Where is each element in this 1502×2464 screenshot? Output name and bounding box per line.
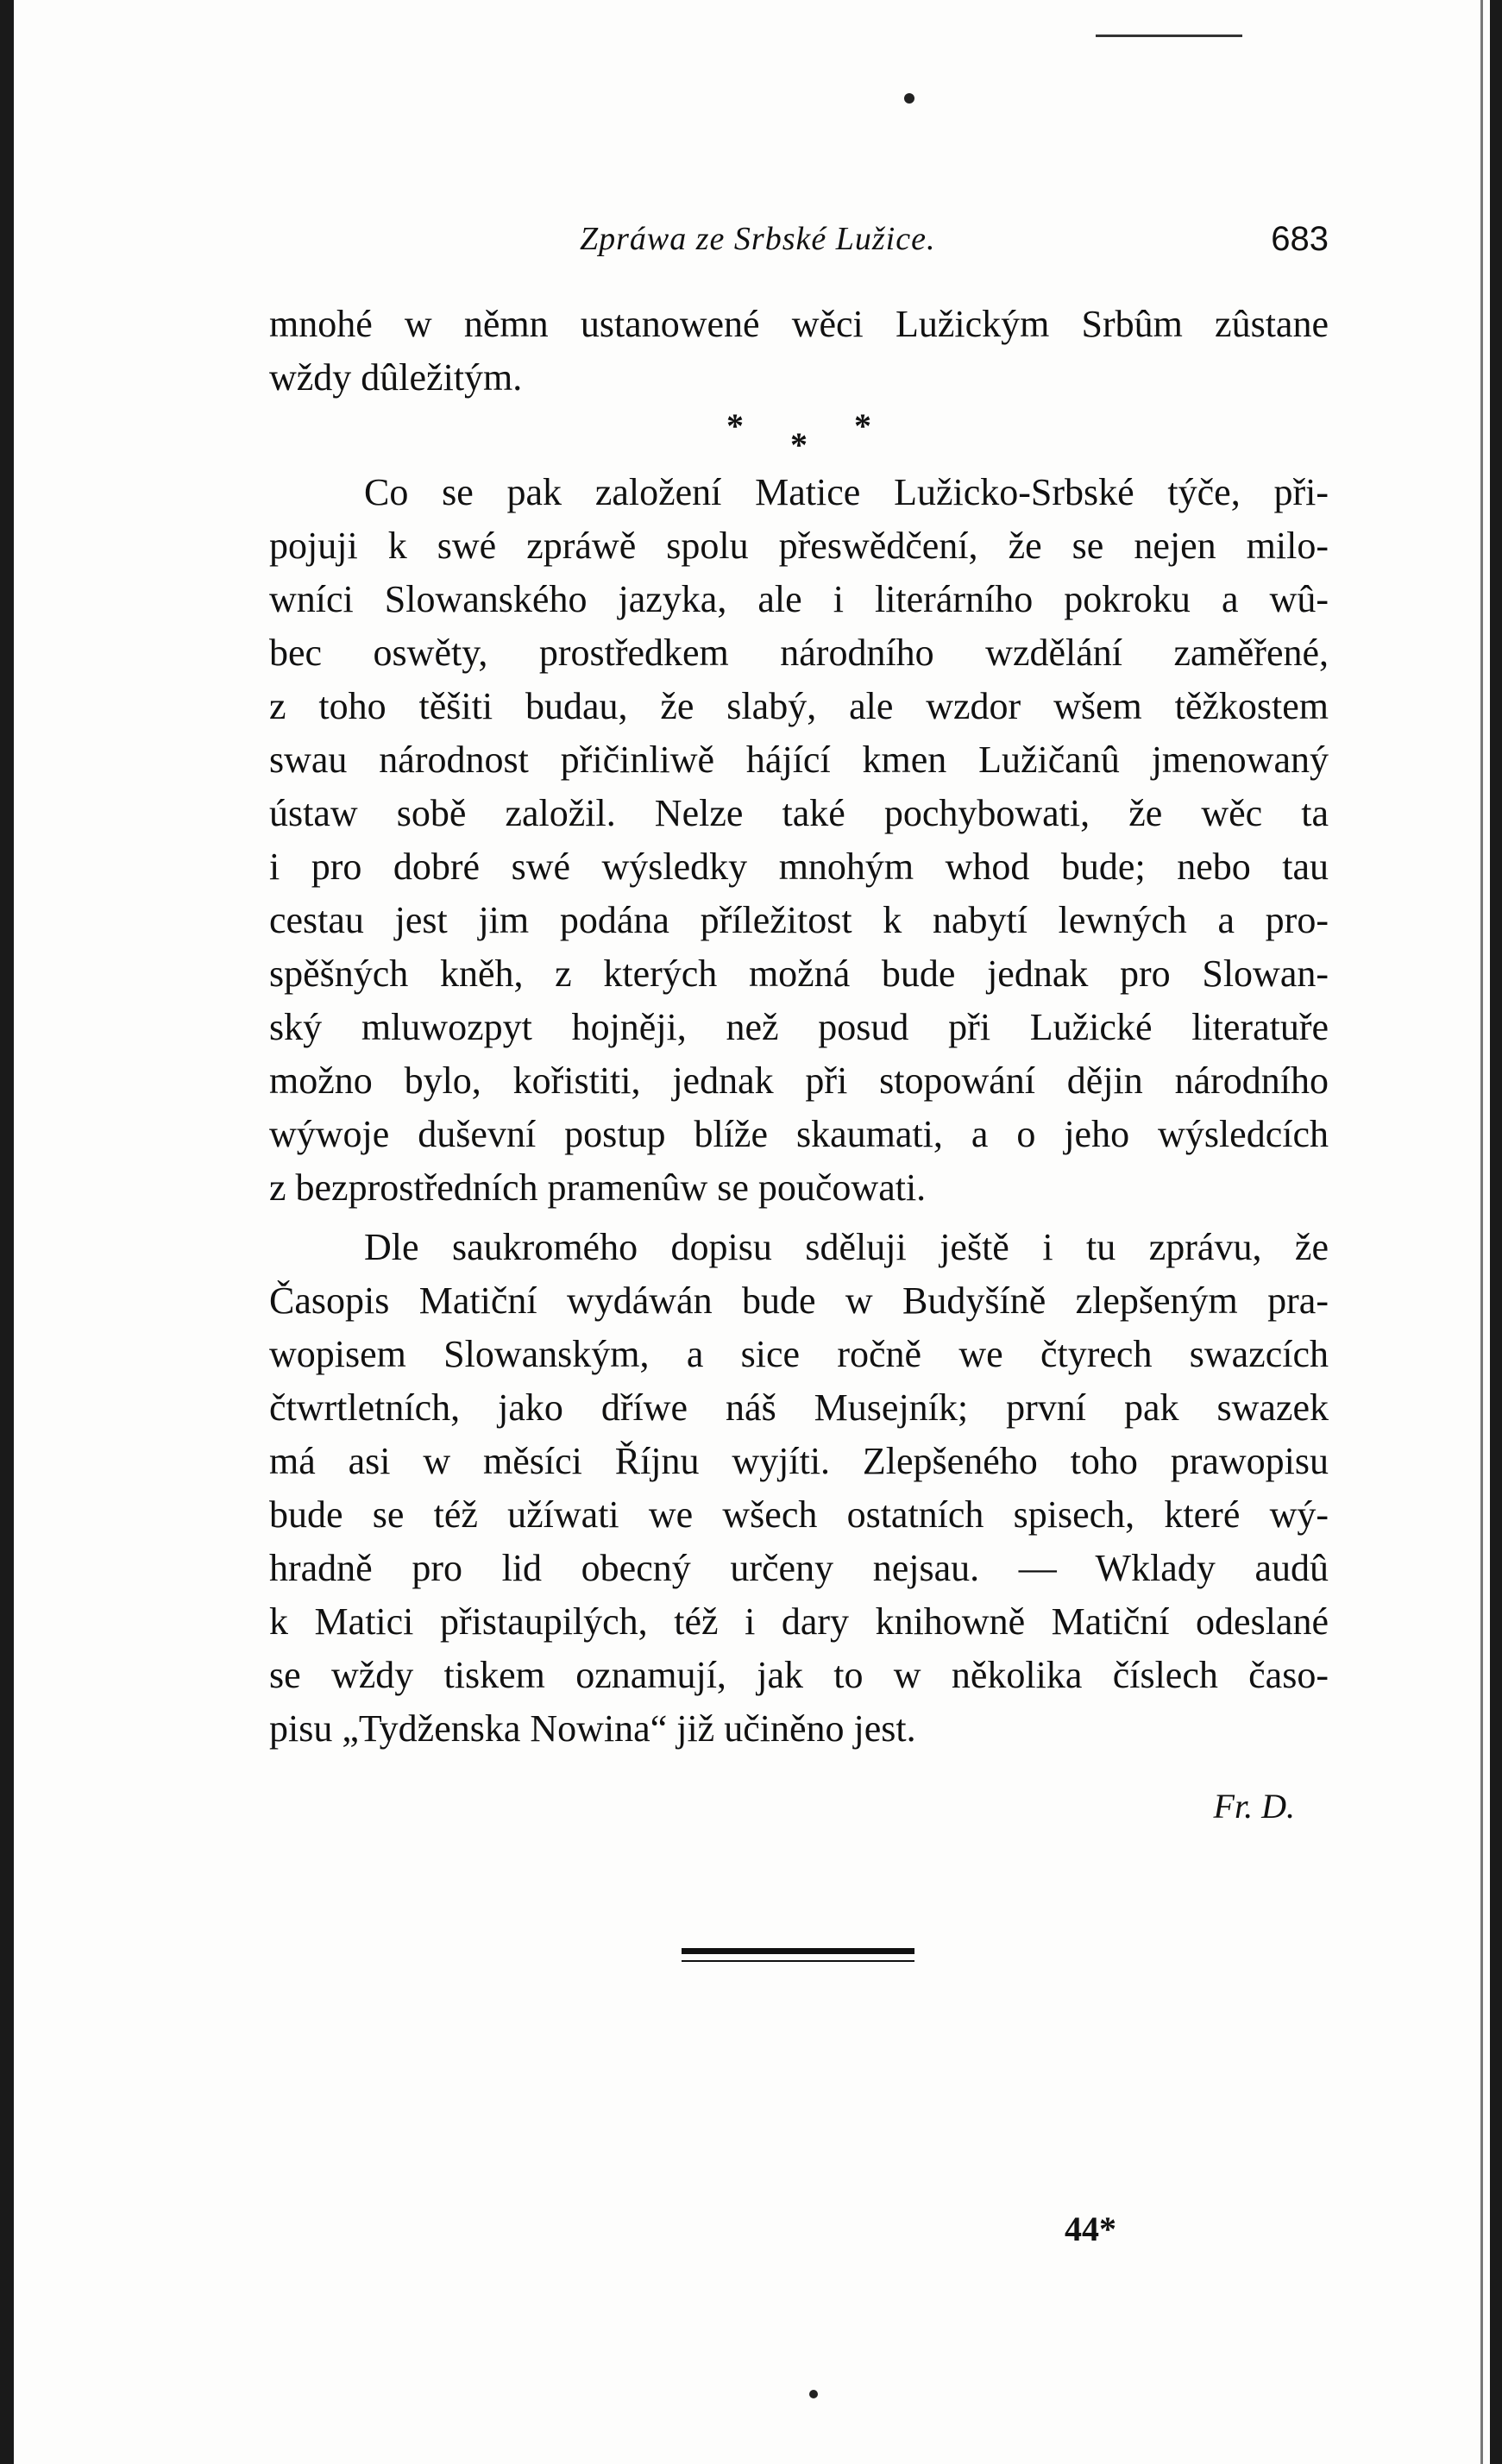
text-line: bec oswěty, prostředkem národního wzdělání zaměřené, bbox=[269, 632, 1329, 674]
text-line: čtwrtletních, jako dříwe náš Musejník; první pak swazek bbox=[269, 1386, 1329, 1429]
intro-text bbox=[269, 298, 1329, 405]
text-line: Dle saukromého dopisu sděluji ještě i tu zprávu, že bbox=[364, 1226, 1329, 1268]
author-signature: Fr. D. bbox=[1213, 1787, 1295, 1826]
paragraph-casopis bbox=[269, 1221, 1329, 1756]
text-line: se wždy tiskem oznamují, jak to w několika číslech časo- bbox=[269, 1654, 1329, 1696]
asterisk: * bbox=[854, 406, 871, 445]
text-line: mnohé w němn ustanowené wěci Lužickým Srbûm zûstane bbox=[269, 303, 1329, 345]
asterisk: * bbox=[726, 406, 744, 445]
text-line: z bezprostředních pramenûw se poučowati. bbox=[269, 1166, 927, 1209]
running-title: Zpráwa ze Srbské Lužice. bbox=[580, 221, 936, 257]
text-line: i pro dobré swé wýsledky mnohým whod bude; nebo tau bbox=[269, 845, 1329, 888]
ink-speck bbox=[809, 2390, 818, 2398]
text-line: wopisem Slowanským, a sice ročně we čtyrech swazcích bbox=[269, 1333, 1329, 1375]
text-line: wždy dûležitým. bbox=[269, 356, 523, 399]
text-line: ústaw sobě založil. Nelze také pochybowati, že wěc ta bbox=[269, 792, 1329, 834]
scan-edge-right-line bbox=[1480, 0, 1483, 2464]
scan-edge-left bbox=[0, 0, 14, 2464]
text-line: z toho těšiti budau, že slabý, ale wzdor wšem těžkostem bbox=[269, 685, 1329, 727]
asterisk: * bbox=[790, 425, 808, 464]
text-line: swau národnost přičinliwě hájící kmen Lužičanû jmenowaný bbox=[269, 739, 1329, 781]
page-number: 683 bbox=[1271, 220, 1329, 258]
text-line: wníci Slowanského jazyka, ale i literárního pokroku a wû- bbox=[269, 578, 1329, 620]
section-separator bbox=[269, 405, 1329, 466]
text-line: pojuji k swé zpráwě spolu přeswědčení, že se nejen milo- bbox=[269, 525, 1329, 567]
paragraph-matice bbox=[269, 466, 1329, 1215]
printer-signature-mark: 44* bbox=[1065, 2209, 1116, 2248]
ink-speck bbox=[904, 93, 914, 104]
page-header bbox=[269, 220, 1329, 272]
text-line: wýwoje duševní postup blíže skaumati, a o jeho wýsledcích bbox=[269, 1113, 1329, 1155]
text-line: Co se pak založení Matice Lužicko-Srbské týče, při- bbox=[364, 471, 1329, 513]
text-line: hradně pro lid obecný určeny nejsau. — Wklady audû bbox=[269, 1547, 1329, 1589]
text-line: spěšných kněh, z kterých možná bude jednak pro Slowan- bbox=[269, 952, 1329, 995]
text-line: pisu „Tydženska Nowina“ již učiněno jest. bbox=[269, 1707, 916, 1750]
text-line: k Matici přistaupilých, též i dary knihowně Matiční odeslané bbox=[269, 1600, 1329, 1643]
section-rule-thin bbox=[682, 1960, 914, 1962]
text-line: cestau jest jim podána příležitost k nabytí lewných a pro- bbox=[269, 899, 1329, 941]
text-line: ský mluwozpyt hojněji, než posud při Lužické literatuře bbox=[269, 1006, 1329, 1048]
section-rule bbox=[682, 1948, 914, 1954]
text-line: bude se též užíwati we wšech ostatních spisech, které wý- bbox=[269, 1493, 1329, 1536]
text-line: Časopis Matiční wydáwán bude w Budyšíně zlepšeným pra- bbox=[269, 1279, 1329, 1322]
scan-corner-mark bbox=[1096, 35, 1242, 37]
scan-edge-right bbox=[1490, 0, 1502, 2464]
text-line: možno bylo, kořistiti, jednak při stopowání dějin národního bbox=[269, 1059, 1329, 1102]
text-line: má asi w měsíci Říjnu wyjíti. Zlepšeného toho prawopisu bbox=[269, 1440, 1329, 1482]
